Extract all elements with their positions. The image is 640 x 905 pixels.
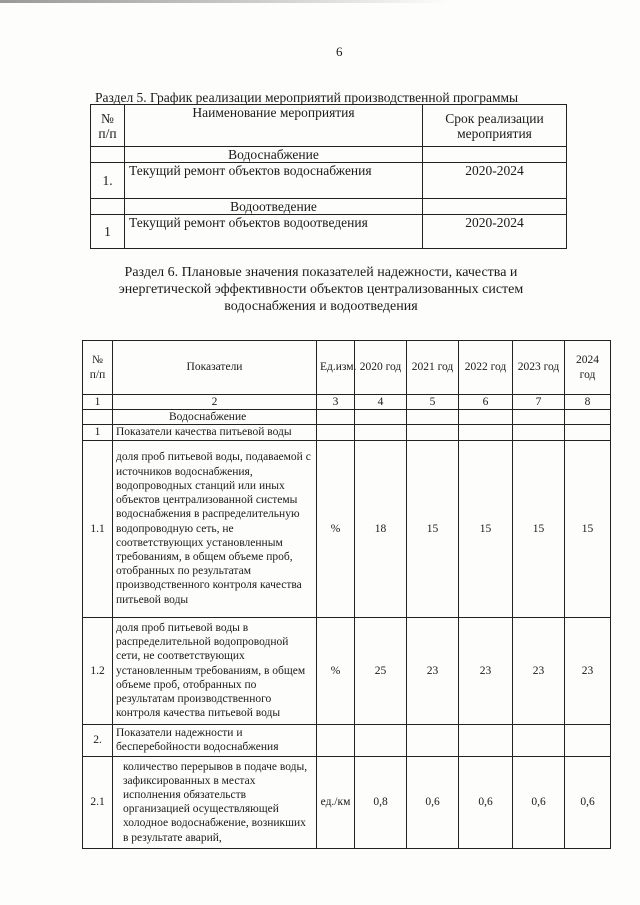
row-num: 1. — [91, 163, 125, 199]
header-num: № п/п — [91, 105, 125, 147]
row-num: 1.2 — [83, 617, 113, 724]
row-unit: % — [317, 440, 355, 617]
header-name: Наименование мероприятия — [125, 105, 423, 147]
col-number: 6 — [459, 395, 513, 410]
row-indicator: Показатели качества питьевой воды — [113, 425, 317, 440]
header-year: 2021 год — [407, 341, 459, 395]
value-cell: 23 — [513, 617, 565, 724]
value-cell: 15 — [407, 440, 459, 617]
row-term: 2020-2024 — [423, 163, 567, 199]
group-water-supply: Водоснабжение — [125, 147, 423, 163]
value-cell: 0,6 — [565, 756, 611, 848]
value-cell: 0,6 — [513, 756, 565, 848]
header-year: 2020 год — [355, 341, 407, 395]
value-cell: 25 — [355, 617, 407, 724]
value-cell: 0,6 — [407, 756, 459, 848]
header-year: 2024 год — [565, 341, 611, 395]
row-num: 1.1 — [83, 440, 113, 617]
row-name: Текущий ремонт объектов водоснабжения — [125, 163, 423, 199]
col-number: 4 — [355, 395, 407, 410]
col-number: 7 — [513, 395, 565, 410]
row-indicator: количество перерывов в подаче воды, зафиксированных в местах исполнения обязательств организацией осуществляющей холодное водоснабжение, возникших в результате аварий, — [113, 756, 317, 848]
row-num: 1 — [83, 425, 113, 440]
header-year: 2022 год — [459, 341, 513, 395]
header-unit: Ед.изм. — [317, 341, 355, 395]
section6-table — [82, 340, 611, 849]
value-cell: 23 — [407, 617, 459, 724]
value-cell: 18 — [355, 440, 407, 617]
col-number: 1 — [83, 395, 113, 410]
group-sewerage: Водоотведение — [125, 199, 423, 215]
group-water-supply: Водоснабжение — [113, 410, 317, 425]
col-number: 5 — [407, 395, 459, 410]
value-cell: 0,6 — [459, 756, 513, 848]
scan-edge — [0, 0, 640, 3]
row-num: 2.1 — [83, 756, 113, 848]
header-indicator: Показатели — [113, 341, 317, 395]
section6-title: Раздел 6. Плановые значения показателей надежности, качества и энергетической эффективности объектов централизованных систем водоснабжения и водоотведения — [118, 265, 524, 314]
value-cell: 23 — [565, 617, 611, 724]
header-num: № п/п — [83, 341, 113, 395]
section5-title: Раздел 5. График реализации мероприятий производственной программы — [95, 90, 519, 105]
col-number: 8 — [565, 395, 611, 410]
value-cell: 15 — [513, 440, 565, 617]
row-unit: % — [317, 617, 355, 724]
value-cell: 23 — [459, 617, 513, 724]
row-num: 2. — [83, 724, 113, 756]
row-term: 2020-2024 — [423, 215, 567, 249]
value-cell: 0,8 — [355, 756, 407, 848]
row-indicator: доля проб питьевой воды в распределительной водопроводной сети, не соответствующих установленным требованиям, в общем объеме проб, отобранных по результатам производственного контроля качества питьевой воды — [113, 617, 317, 724]
value-cell: 15 — [565, 440, 611, 617]
header-year: 2023 год — [513, 341, 565, 395]
row-unit: ед./км — [317, 756, 355, 848]
row-indicator: доля проб питьевой воды, подаваемой с источников водоснабжения, водопроводных станций или иных объектов централизованной системы водоснабжения в распределительную водопроводную сеть, не соответствующих установленным требованиям, в общем объеме проб, отобранных по результатам производственного контроля качества питьевой воды — [113, 440, 317, 617]
row-name: Текущий ремонт объектов водоотведения — [125, 215, 423, 249]
row-indicator: Показатели надежности и бесперебойности водоснабжения — [113, 724, 317, 756]
col-number: 2 — [113, 395, 317, 410]
value-cell: 15 — [459, 440, 513, 617]
row-num: 1 — [91, 215, 125, 249]
section5-table — [90, 104, 567, 249]
header-term: Срок реализации мероприятия — [423, 105, 567, 147]
page-number: 6 — [336, 44, 343, 59]
col-number: 3 — [317, 395, 355, 410]
